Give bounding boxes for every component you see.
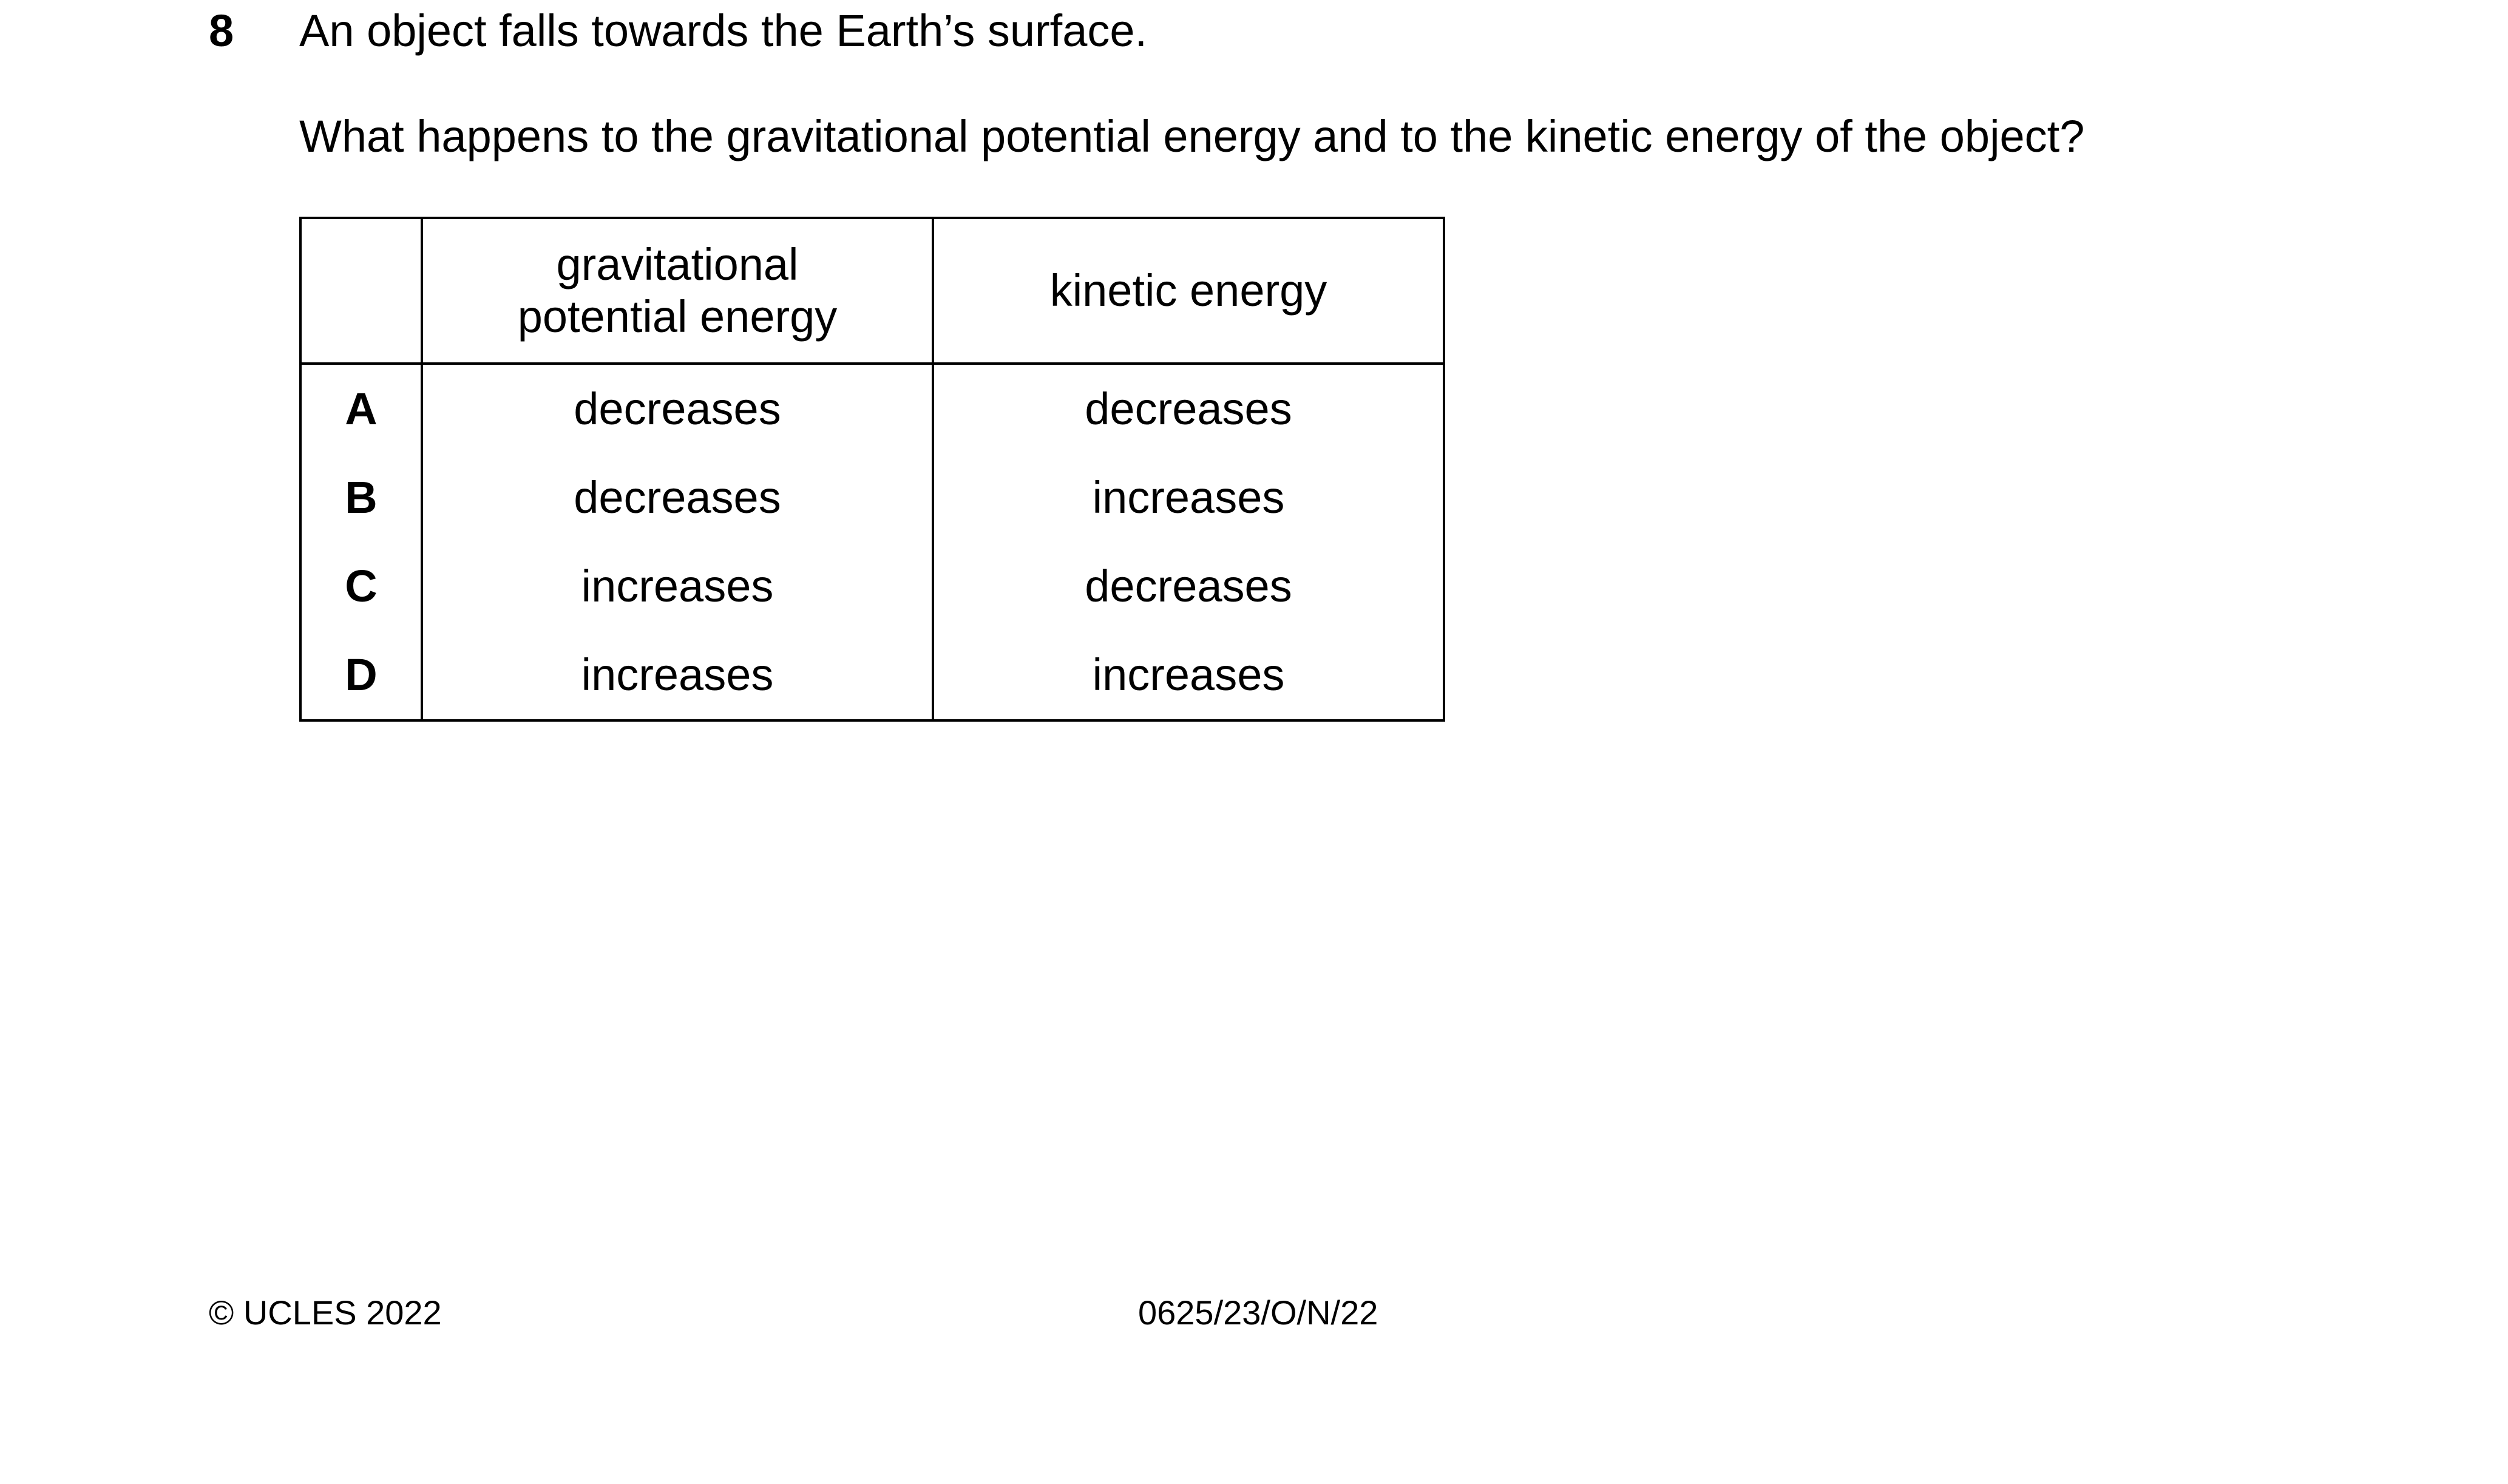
option-letter: B bbox=[300, 453, 422, 542]
table-row bbox=[300, 364, 1444, 453]
table-header-row bbox=[300, 218, 1444, 364]
gpe-cell: decreases bbox=[422, 453, 933, 542]
footer-copyright: © UCLES 2022 bbox=[209, 1293, 442, 1332]
option-letter: A bbox=[300, 364, 422, 453]
question-number: 8 bbox=[209, 5, 234, 56]
header-gravitational-potential-energy bbox=[422, 218, 933, 364]
question-stem: An object falls towards the Earth’s surface. bbox=[299, 5, 1148, 56]
table-row bbox=[300, 453, 1444, 542]
table-row bbox=[300, 631, 1444, 720]
ke-cell: decreases bbox=[1085, 384, 1292, 434]
option-letter: D bbox=[300, 631, 422, 720]
gpe-cell: increases bbox=[422, 542, 933, 631]
header-kinetic-energy: kinetic energy bbox=[933, 218, 1444, 364]
ke-cell: increases bbox=[1092, 649, 1285, 700]
answer-table bbox=[299, 217, 1445, 722]
gpe-cell: increases bbox=[422, 631, 933, 720]
table-row bbox=[300, 542, 1444, 631]
ke-cell: increases bbox=[1092, 472, 1285, 523]
option-letter: C bbox=[300, 542, 422, 631]
header-option bbox=[300, 218, 422, 364]
header-gpe-text: gravitational potential energy bbox=[517, 239, 838, 342]
gpe-cell: decreases bbox=[422, 364, 933, 453]
ke-cell: decreases bbox=[1085, 561, 1292, 611]
footer-paper-code: 0625/23/O/N/22 bbox=[1138, 1293, 1378, 1332]
question-prompt: What happens to the gravitational potential energy and to the kinetic energy of the object? bbox=[299, 111, 2085, 161]
